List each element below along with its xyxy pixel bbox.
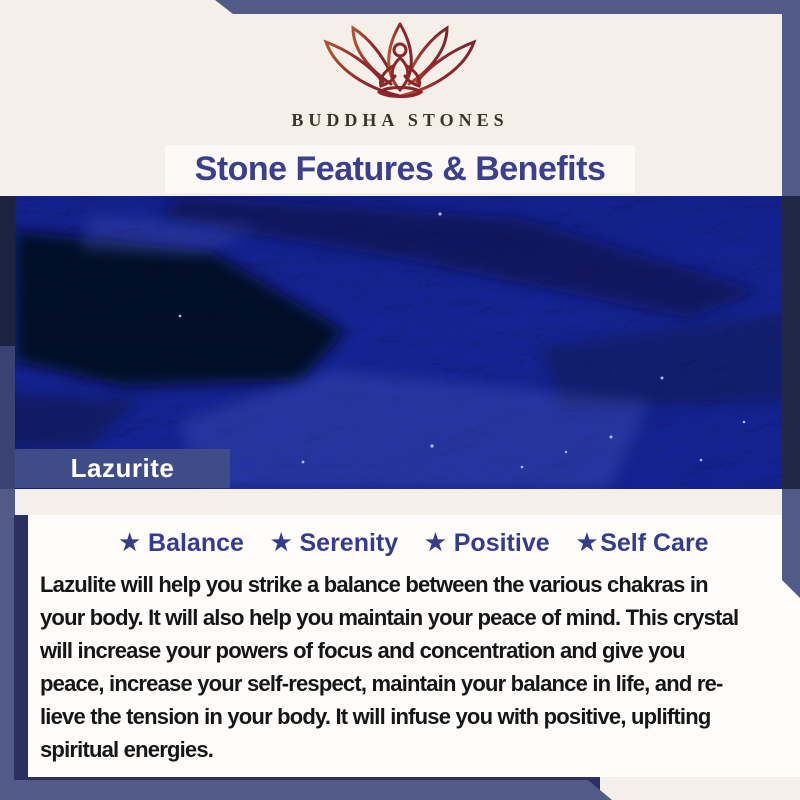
top-ribbon-decoration (0, 0, 800, 14)
description-line: peace, increase your self-respect, maintain your balance in life, and re- (40, 671, 723, 696)
description-line: your body. It will also help you maintain your peace of mind. This crystal (40, 605, 739, 630)
feature-item (271, 529, 398, 558)
star-icon: ★ (270, 529, 292, 555)
lazurite-stone-photo (0, 196, 800, 489)
benefits-panel (28, 515, 800, 777)
brand-logo (0, 20, 800, 131)
star-icon: ★ (425, 529, 446, 555)
description-line: Lazulite will help you strike a balance between the various chakras in (40, 572, 708, 597)
stone-description (40, 568, 788, 766)
star-icon: ★ (119, 529, 141, 555)
bottom-ribbon-decoration (0, 780, 612, 800)
description-line: lieve the tension in your body. It will infuse you with positive, uplifting (40, 704, 711, 729)
feature-label: Balance (148, 529, 244, 557)
lotus-meditation-icon (0, 20, 800, 106)
feature-label: Self Care (600, 529, 709, 557)
feature-label: Positive (453, 529, 550, 557)
section-title: Stone Features & Benefits (194, 149, 606, 188)
description-line: spiritual energies. (40, 737, 214, 762)
feature-label: Serenity (299, 529, 399, 557)
feature-item (119, 529, 244, 558)
left-ribbon-decoration (0, 480, 15, 800)
section-title-banner (165, 145, 635, 193)
stone-name-ribbon (15, 449, 230, 488)
stone-name: Lazurite (70, 453, 175, 483)
brand-name: BUDDHA STONES (291, 110, 509, 130)
description-line: will increase your powers of focus and concentration and give you (40, 638, 685, 663)
star-icon: ★ (576, 529, 598, 555)
feature-keywords (28, 529, 800, 558)
feature-item (577, 529, 709, 558)
feature-item (425, 529, 550, 558)
